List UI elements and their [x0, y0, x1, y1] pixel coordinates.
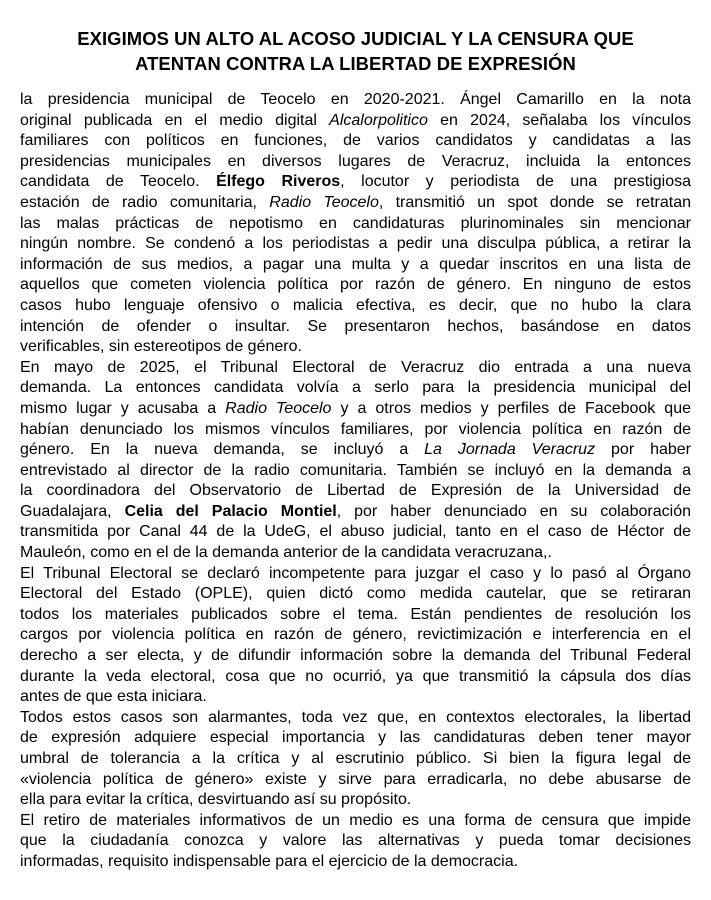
text-line — [20, 625, 691, 646]
text-line — [20, 543, 691, 564]
text-line — [20, 811, 691, 832]
text-line — [20, 358, 691, 379]
text-run: la presidencia municipal de Teocelo en 2020-2021. Ángel Camarillo en la nota — [20, 91, 691, 108]
text-run: antes de que esta iniciara. — [20, 688, 207, 706]
text-line — [20, 708, 691, 729]
text-run: El Tribunal Electoral se declaró incompetente para juzgar el caso y lo pasó al Órgano — [20, 564, 691, 582]
text-run: todos los materiales publicados sobre el tema. Están pendientes de resolución los — [20, 605, 691, 623]
italic-run: La Jornada Veracruz — [424, 441, 596, 459]
text-run: intención de ofender o insultar. Se presentaron hechos, basándose en datos — [20, 317, 691, 335]
text-line — [20, 214, 691, 235]
text-run: transmitida por Canal 44 de la UdeG, el abuso judicial, tanto en el caso de Héctor de — [20, 523, 691, 541]
text-line — [20, 852, 691, 873]
text-run: la coordinadora del Observatorio de Libertad de Expresión de la Universidad de — [20, 482, 691, 500]
text-line — [20, 749, 691, 770]
bold-run: Élfego Riveros — [216, 173, 341, 191]
text-run: entrevistado al director de la radio comunitaria. También se incluyó en la demanda a — [20, 461, 691, 479]
italic-run: Radio Teocelo — [269, 193, 379, 211]
paragraph-4 — [20, 708, 691, 811]
text-line — [20, 790, 691, 811]
text-line — [20, 728, 691, 749]
text-run: informadas, requisito indispensable para el ejercicio de la democracia. — [20, 852, 519, 870]
text-run: verificables, sin estereotipos de género. — [20, 338, 302, 356]
text-line — [20, 646, 691, 667]
text-run: casos hubo lenguaje ofensivo o malicia efectiva, es decir, que no hubo la clara — [20, 296, 691, 314]
text-run: ella para evitar la crítica, desvirtuando así su propósito. — [20, 791, 412, 809]
text-line — [20, 234, 691, 255]
text-run: candidata de Teocelo. — [20, 173, 217, 191]
paragraph-2 — [20, 358, 691, 564]
text-run: «violencia política de género» existe y sirve para erradicarla, no debe abusarse de — [20, 770, 691, 788]
document-body — [20, 90, 691, 873]
text-line — [20, 317, 691, 338]
text-run: , transmitió un spot donde se retratan — [378, 193, 691, 211]
text-line — [20, 255, 691, 276]
text-run: derecho a ser electa, y de difundir información sobre la demanda del Tribunal Federal — [20, 647, 691, 665]
text-run: El retiro de materiales informativos de un medio es una forma de censura que impide — [20, 811, 691, 829]
text-line — [20, 172, 691, 193]
text-run: aquellos que cometen violencia política por razón de género. En ninguno de estos — [20, 276, 691, 294]
text-line — [20, 605, 691, 626]
text-run: demanda. La entonces candidata volvía a serlo para la presidencia municipal del — [20, 379, 691, 397]
text-line — [20, 481, 691, 502]
paragraph-5 — [20, 811, 691, 873]
text-run: umbral de tolerancia a la crítica y al escrutinio público. Si bien la figura legal de — [20, 750, 691, 767]
italic-run: Radio Teocelo — [225, 399, 332, 417]
text-run: Todos estos casos son alarmantes, toda vez que, en contextos electorales, la libertad — [20, 708, 691, 726]
paragraph-3 — [20, 564, 691, 708]
text-line — [20, 90, 691, 111]
text-line — [20, 440, 691, 461]
text-run: , por haber denunciado en su colaboración — [336, 502, 692, 520]
title-line-1: EXIGIMOS UN ALTO AL ACOSO JUDICIAL Y LA CENSURA QUE — [77, 28, 634, 49]
text-line — [20, 584, 691, 605]
text-run: , locutor y periodista de una prestigiosa — [340, 173, 692, 191]
text-line — [20, 831, 691, 852]
text-run: familiares con políticos en funciones, de varios candidatos y candidatas a las — [20, 132, 691, 150]
text-run: original publicada en el medio digital — [20, 111, 330, 129]
text-run: en 2024, señalaba los vínculos — [427, 111, 692, 129]
text-line — [20, 296, 691, 317]
text-run: y a otros medios y perfiles de Facebook que — [331, 399, 692, 417]
text-run: que la ciudadanía conozca y valore las alternativas y pueda tomar decisiones — [20, 832, 691, 850]
text-line — [20, 420, 691, 441]
text-run: mismo lugar y acusaba a — [20, 399, 226, 417]
text-line — [20, 152, 691, 173]
text-line — [20, 564, 691, 585]
text-run: En mayo de 2025, el Tribunal Electoral de Veracruz dio entrada a una nueva — [20, 358, 691, 376]
text-line — [20, 378, 691, 399]
text-line — [20, 275, 691, 296]
text-line — [20, 461, 691, 482]
paragraph-1 — [20, 90, 691, 358]
text-run: ningún nombre. Se condenó a los periodistas a pedir una disculpa pública, a retirar la — [20, 235, 691, 253]
text-run: de expresión adquiere especial importancia y las candidaturas deben tener mayor — [20, 729, 691, 747]
text-line — [20, 131, 691, 152]
text-line — [20, 522, 691, 543]
italic-run: Alcalorpolitico — [329, 111, 428, 129]
text-run: habían denunciado los mismos vínculos familiares, por violencia política en razón de — [20, 420, 691, 438]
text-line — [20, 337, 691, 358]
text-line — [20, 111, 691, 132]
text-line — [20, 193, 691, 214]
text-run: género. En la nueva demanda, se incluyó a — [20, 441, 425, 459]
text-line — [20, 687, 691, 708]
text-line — [20, 667, 691, 688]
text-run: las malas prácticas de nepotismo en candidaturas plurinominales sin mencionar — [20, 214, 691, 232]
text-line — [20, 399, 691, 420]
text-run: información de sus medios, a pagar una multa y a quedar inscritos en una lista de — [20, 255, 691, 273]
text-line — [20, 770, 691, 791]
text-run: estación de radio comunitaria, — [20, 193, 270, 211]
document-title — [46, 26, 665, 76]
text-run: Electoral del Estado (OPLE), quien dictó como medida cautelar, que se retiraran — [20, 585, 691, 603]
title-line-2: ATENTAN CONTRA LA LIBERTAD DE EXPRESIÓN — [135, 53, 576, 74]
bold-run: Celia del Palacio Montiel — [124, 502, 337, 520]
text-run: Guadalajara, — [20, 502, 125, 520]
text-run: por haber — [595, 441, 691, 459]
text-run: Mauleón, como en el de la demanda anterior de la candidata veracruzana,. — [20, 544, 552, 562]
text-run: cargos por violencia política en razón de género, revictimización e interferencia en el — [20, 626, 691, 644]
text-line — [20, 502, 691, 523]
text-run: durante la veda electoral, cosa que no ocurrió, ya que transmitió la cápsula dos días — [20, 667, 691, 685]
text-run: presidencias municipales en diversos lugares de Veracruz, incluida la entonces — [20, 152, 691, 170]
